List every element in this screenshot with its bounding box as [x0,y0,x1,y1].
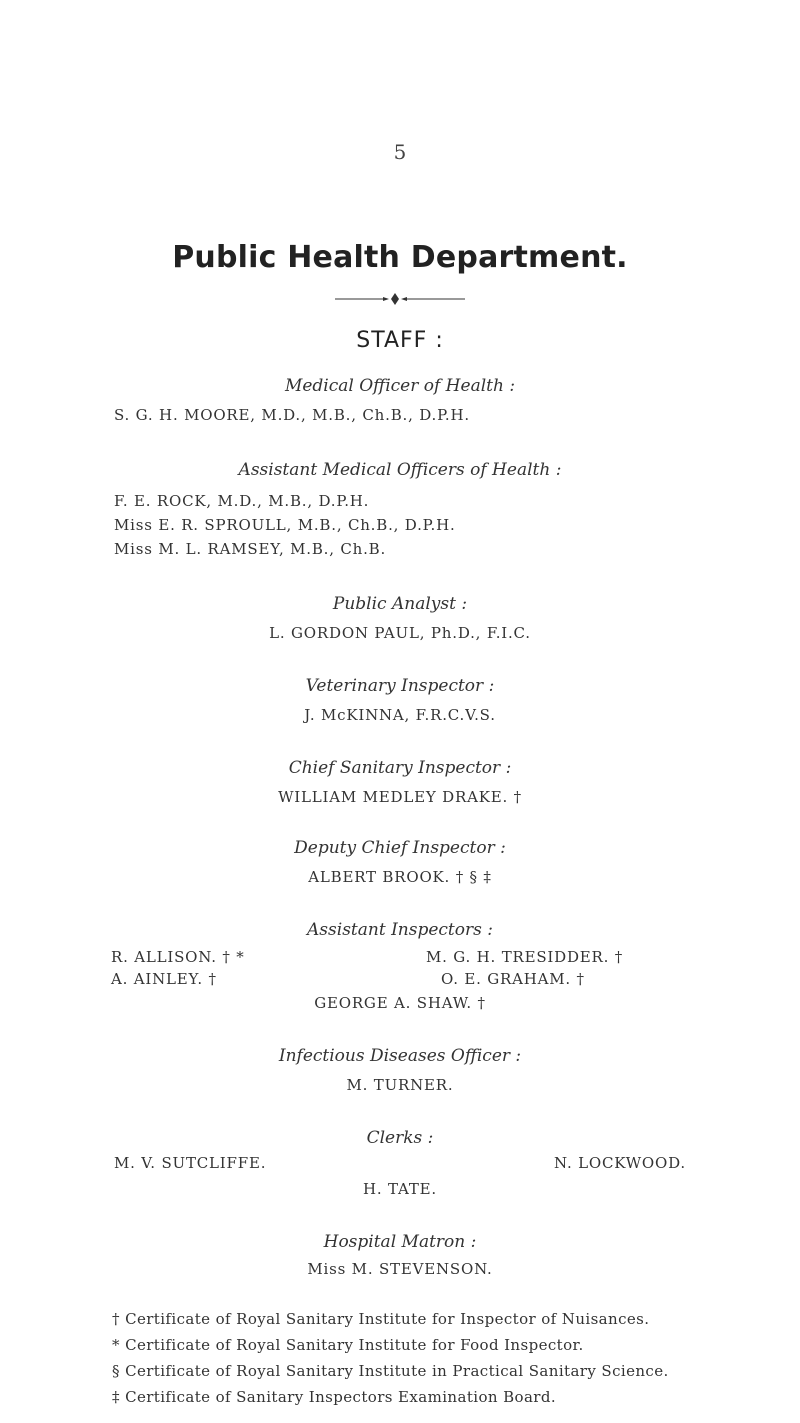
role-infectious-diseases-officer: Infectious Diseases Officer : [278,1046,522,1066]
footnote-dagger: † Certificate of Royal Sanitary Institute for Inspector of Nuisances. [112,1310,650,1328]
role-assistant-inspectors: Assistant Inspectors : [307,920,493,940]
role-public-analyst: Public Analyst : [332,594,468,614]
name-sproull: Miss E. R. SPROULL, M.B., Ch.B., D.P.H. [114,516,456,534]
name-drake: WILLIAM MEDLEY DRAKE. † [278,788,522,806]
role-medical-officer: Medical Officer of Health : [284,376,516,396]
footnote-section: § Certificate of Royal Sanitary Institute in Practical Sanitary Science. [112,1362,669,1380]
name-shaw: GEORGE A. SHAW. † [314,994,486,1012]
name-ramsey: Miss M. L. RAMSEY, M.B., Ch.B. [114,540,387,558]
name-moore: S. G. H. MOORE, M.D., M.B., Ch.B., D.P.H. [114,406,470,424]
page-number: 5 [393,140,407,164]
staff-heading: STAFF : [356,328,444,353]
name-stevenson: Miss M. STEVENSON. [307,1260,493,1278]
footnote-double-dagger: ‡ Certificate of Sanitary Inspectors Examination Board. [112,1388,557,1406]
name-tresidder: M. G. H. TRESIDDER. † [426,948,624,966]
name-allison: R. ALLISON. † * [111,948,245,966]
name-tate: H. TATE. [363,1180,437,1198]
name-paul: L. GORDON PAUL, Ph.D., F.I.C. [269,624,531,642]
name-turner: M. TURNER. [346,1076,454,1094]
name-rock: F. E. ROCK, M.D., M.B., D.P.H. [114,492,370,510]
role-clerks: Clerks : [366,1128,434,1148]
ornamental-divider [335,292,465,306]
name-lockwood: N. LOCKWOOD. [554,1154,686,1172]
page-title: Public Health Department. [172,240,628,275]
name-sutcliffe: M. V. SUTCLIFFE. [114,1154,267,1172]
footnote-asterisk: * Certificate of Royal Sanitary Institute for Food Inspector. [112,1336,584,1354]
name-brook: ALBERT BROOK. † § ‡ [308,868,492,886]
name-graham: O. E. GRAHAM. † [441,970,585,988]
role-deputy-chief-inspector: Deputy Chief Inspector : [294,838,506,858]
role-chief-sanitary-inspector: Chief Sanitary Inspector : [288,758,512,778]
role-hospital-matron: Hospital Matron : [323,1232,477,1252]
name-mckinna: J. McKINNA, F.R.C.V.S. [304,706,496,724]
role-veterinary-inspector: Veterinary Inspector : [305,676,495,696]
name-ainley: A. AINLEY. † [111,970,217,988]
role-assistant-medical-officers: Assistant Medical Officers of Health : [238,460,562,480]
